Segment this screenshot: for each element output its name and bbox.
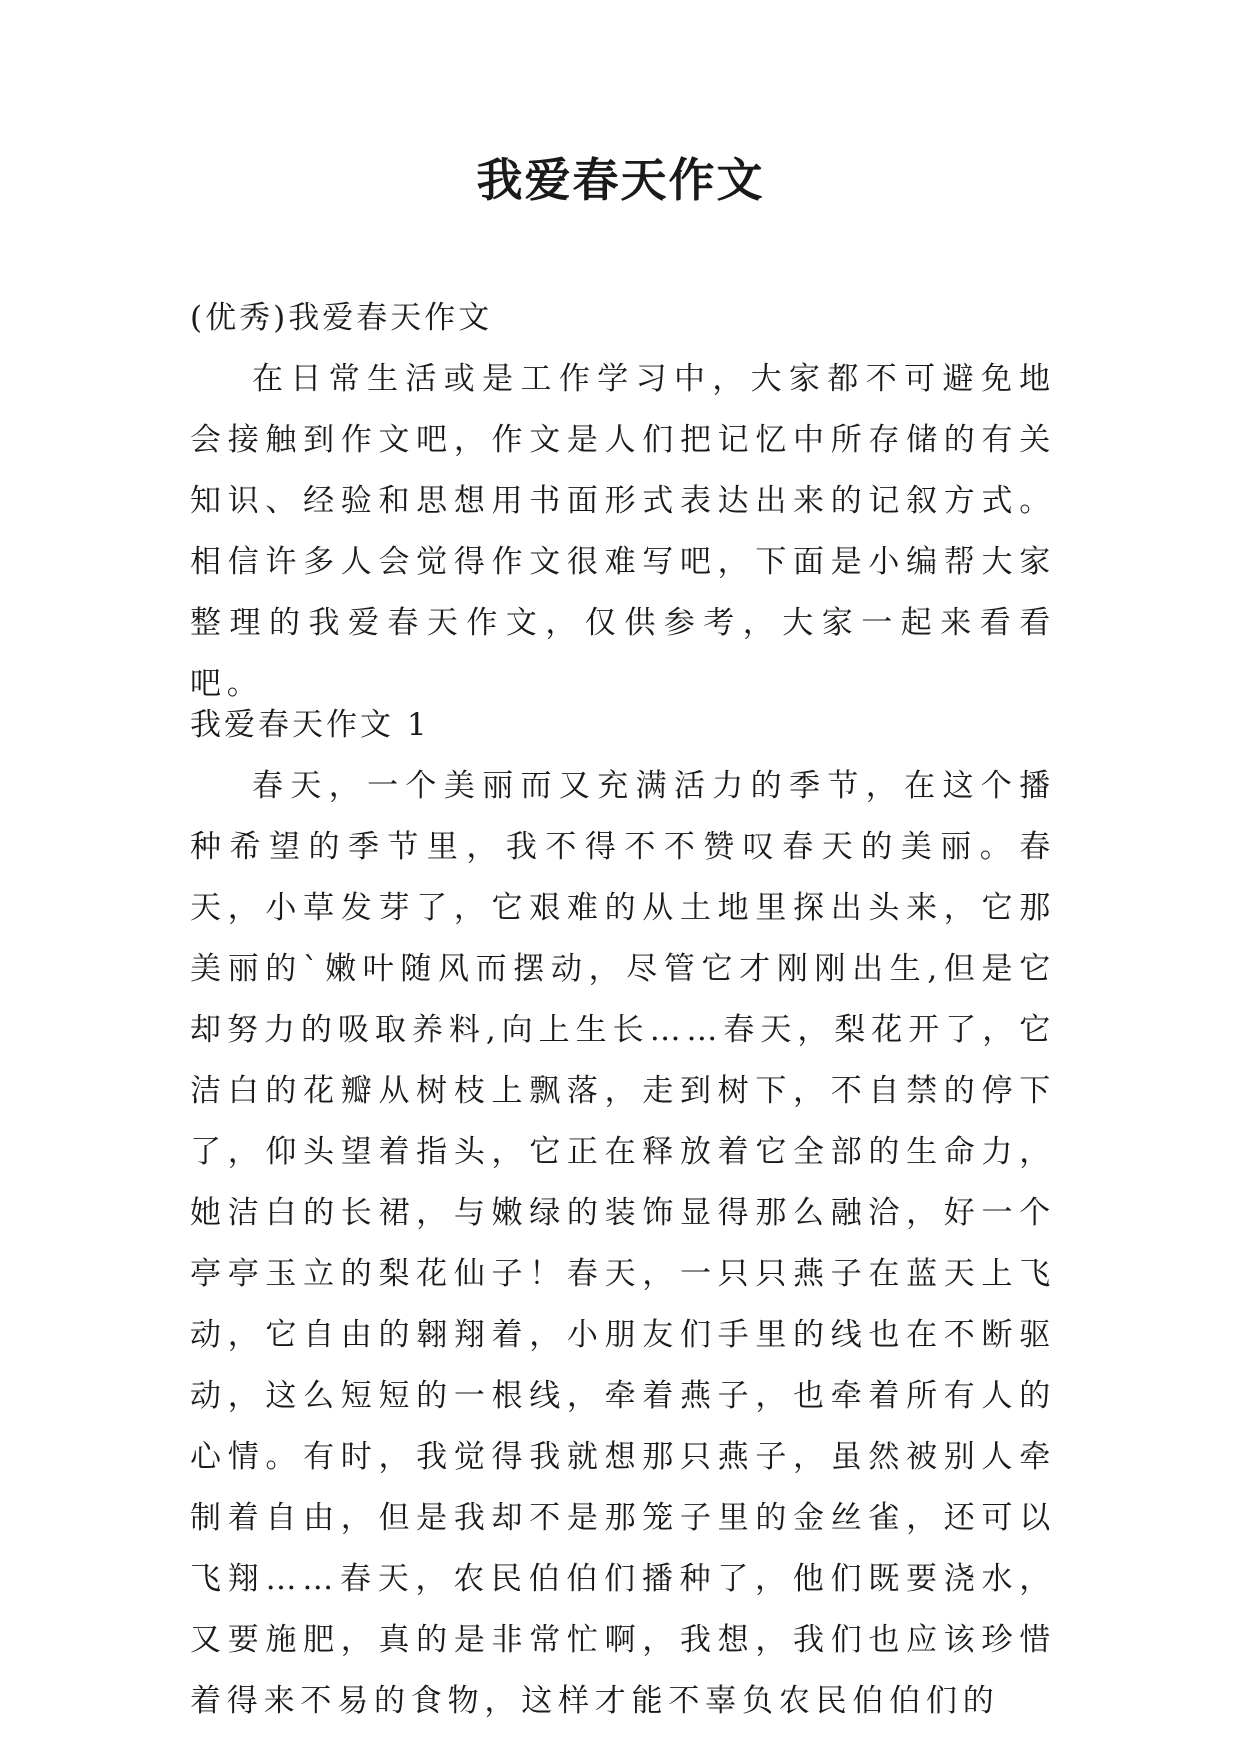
essay-paragraph: 春天，一个美丽而又充满活力的季节，在这个播种希望的季节里，我不得不不赞叹春天的美丽。春天，小草发芽了，它艰难的从土地里探出头来，它那美丽的`嫩叶随风而摆动，尽管它才刚刚出生,但是它却努力的吸取养料,向上生长……春天，梨花开了，它洁白的花瓣从树枝上飘落，走到树下，不自禁的停下了，仰头望着指头，它正在释放着它全部的生命力，她洁白的长裙，与嫩绿的装饰显得那么融洽，好一个亭亭玉立的梨花仙子！春天，一只只燕子在蓝天上飞动，它自由的翱翔着，小朋友们手里的线也在不断驱动，这么短短的一根线，牵着燕子，也牵着所有人的心情。有时，我觉得我就想那只燕子，虽然被别人牵制着自由，但是我却不是那笼子里的金丝雀，还可以飞翔……春天，农民伯伯们播种了，他们既要浇水，又要施肥，真的是非常忙啊，我想，我们也应该珍惜着得来不易的食物，这样才能不辜负农民伯伯们的 <box>190 768 1056 1719</box>
intro-paragraph: 在日常生活或是工作学习中，大家都不可避免地会接触到作文吧，作文是人们把记忆中所存储的有关知识、经验和思想用书面形式表达出来的记叙方式。相信许多人会觉得作文很难写吧，下面是小编帮大家整理的我爱春天作文，仅供参考，大家一起来看看吧。 <box>190 361 1056 702</box>
section-heading: 我爱春天作文 1 <box>190 707 430 743</box>
document-title: 我爱春天作文 <box>476 153 765 207</box>
document-subtitle: (优秀)我爱春天作文 <box>190 300 493 336</box>
